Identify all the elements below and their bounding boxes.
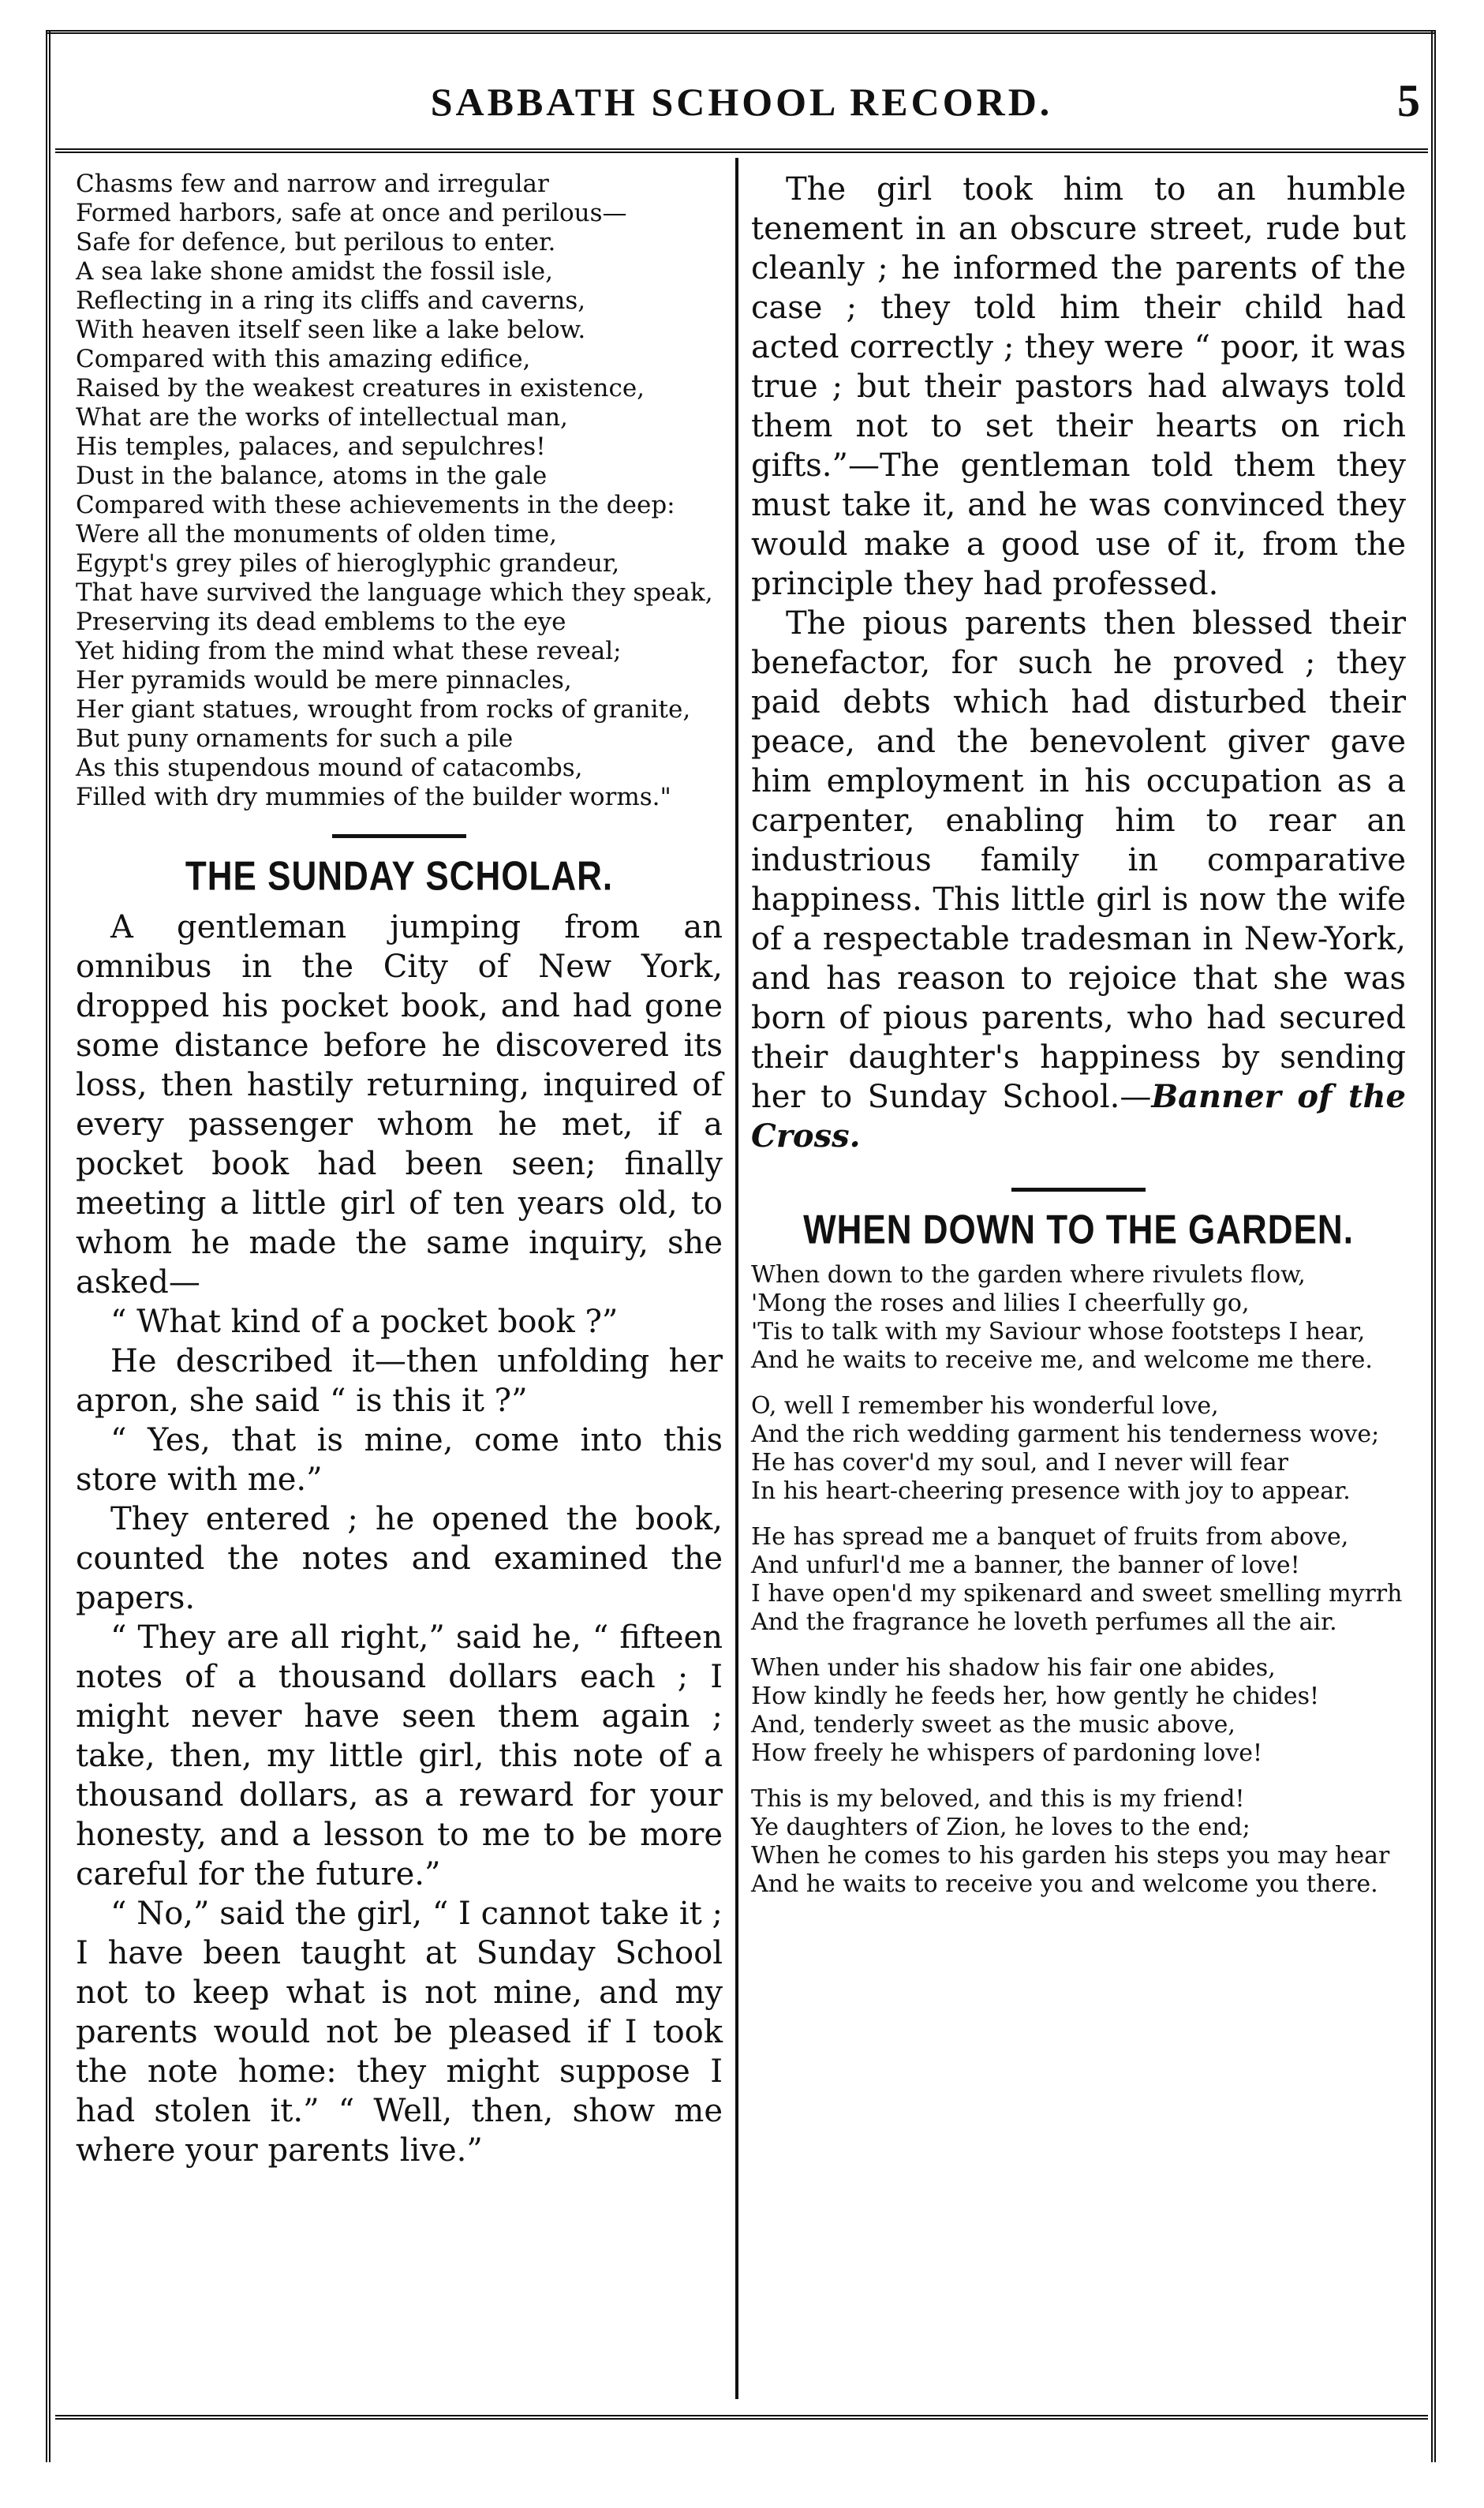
hymn-line: In his heart-cheering presence with joy to appear. bbox=[751, 1477, 1351, 1505]
poem-line: Safe for defence, but perilous to enter. bbox=[76, 228, 556, 256]
page-header bbox=[55, 46, 1428, 140]
header-rule bbox=[55, 148, 1428, 153]
poem-line: Raised by the weakest creatures in existence, bbox=[76, 374, 645, 402]
poem-line: But puny ornaments for such a pile bbox=[76, 724, 514, 753]
article-paragraph: “ What kind of a pocket book ?” bbox=[110, 1304, 619, 1340]
poem-line: Yet hiding from the mind what these reveal; bbox=[76, 637, 622, 665]
hymn-line: And he waits to receive you and welcome you there. bbox=[751, 1870, 1378, 1898]
hymn-title: WHEN DOWN TO THE GARDEN. bbox=[803, 1207, 1354, 1253]
article-title: THE SUNDAY SCHOLAR. bbox=[185, 853, 614, 900]
hymn-line: When he comes to his garden his steps you may hear bbox=[751, 1842, 1390, 1870]
hymn-line: He has spread me a banquet of fruits from above, bbox=[751, 1523, 1349, 1551]
article-paragraph-text: The pious parents then blessed their benefactor, for such he proved ; they paid debts which had disturbed their peace, and the benevolent giver gave him employment in his occupation as a carpenter, enabling him to rear an industrious family in comparative happiness. This little girl is now the wife of a respectable tradesman in New-York, and has reason to rejoice that she was born of pious parents, who had secured their daughter's happiness by sending her to Sunday School.— bbox=[751, 605, 1406, 1115]
hymn-line: And unfurl'd me a banner, the banner of love! bbox=[751, 1552, 1300, 1579]
hymn-line: Ye daughters of Zion, he loves to the end; bbox=[751, 1814, 1250, 1841]
hymn-line: How freely he whispers of pardoning love! bbox=[751, 1739, 1263, 1767]
hymn-line: And he waits to receive me, and welcome me there. bbox=[751, 1346, 1373, 1374]
hymn-line: And, tenderly sweet as the music above, bbox=[751, 1711, 1235, 1739]
running-head: SABBATH SCHOOL RECORD. bbox=[430, 80, 1053, 124]
poem-line: Formed harbors, safe at once and perilous— bbox=[76, 199, 627, 227]
article-paragraph: “ Yes, that is mine, come into this store with me.” bbox=[76, 1422, 723, 1498]
poem-line: His temples, palaces, and sepulchres! bbox=[76, 432, 546, 461]
hymn-line: 'Tis to talk with my Saviour whose footsteps I hear, bbox=[751, 1318, 1366, 1346]
source-credit: Banner of the Cross. bbox=[751, 1078, 1406, 1155]
poem-line: A sea lake shone amidst the fossil isle, bbox=[76, 257, 553, 286]
poem-line: Her pyramids would be mere pinnacles, bbox=[76, 666, 572, 694]
section-divider bbox=[332, 834, 466, 838]
hymn-line: This is my beloved, and this is my friend! bbox=[751, 1785, 1245, 1813]
article-paragraph: “ They are all right,” said he, “ fifteen notes of a thousand dollars each ; I might never have seen them again ; take, then, my little girl, this note of a thousand dollars, as a reward for your honesty, and a lesson to me to be more careful for the future.” bbox=[76, 1619, 723, 1892]
hymn-line: I have open'd my spikenard and sweet smelling myrrh bbox=[751, 1580, 1403, 1608]
hymn-line: O, well I remember his wonderful love, bbox=[751, 1392, 1219, 1420]
article-paragraph: They entered ; he opened the book, counted the notes and examined the papers. bbox=[76, 1501, 723, 1616]
hymn-line: When down to the garden where rivulets flow, bbox=[751, 1261, 1306, 1289]
right-column bbox=[751, 170, 1406, 1916]
poem-line: Were all the monuments of olden time, bbox=[76, 520, 557, 548]
article-paragraph: A gentleman jumping from an omnibus in the City of New York, dropped his pocket book, and had gone some distance before he discovered its loss, then hastily returning, inquired of every passenger whom he met, if a pocket book had been seen; finally meeting a little girl of ten years old, to whom he made the same inquiry, she asked— bbox=[76, 909, 723, 1301]
article-paragraph-final bbox=[751, 604, 1406, 1156]
hymn-stanza bbox=[751, 1654, 1406, 1768]
article-paragraph: He described it—then unfolding her apron, she said “ is this it ?” bbox=[76, 1343, 723, 1419]
poem-line: Her giant statues, wrought from rocks of granite, bbox=[76, 695, 691, 724]
poem-continued bbox=[76, 170, 723, 812]
bottom-rule bbox=[55, 2415, 1428, 2420]
poem-line: With heaven itself seen like a lake below. bbox=[76, 316, 586, 344]
poem-line: Preserving its dead emblems to the eye bbox=[76, 608, 566, 636]
poem-line: Reflecting in a ring its cliffs and caverns, bbox=[76, 286, 586, 315]
column-divider bbox=[735, 158, 738, 2399]
hymn-line: He has cover'd my soul, and I never will fear bbox=[751, 1449, 1288, 1477]
hymn-line: When under his shadow his fair one abides, bbox=[751, 1654, 1276, 1682]
poem-line: Chasms few and narrow and irregular bbox=[76, 170, 549, 198]
hymn-stanza bbox=[751, 1523, 1406, 1637]
poem-line: Compared with these achievements in the deep: bbox=[76, 491, 675, 519]
poem-line: What are the works of intellectual man, bbox=[76, 403, 568, 432]
hymn-stanza bbox=[751, 1261, 1406, 1375]
hymn-stanza bbox=[751, 1785, 1406, 1899]
hymn-line: 'Mong the roses and lilies I cheerfully go, bbox=[751, 1290, 1250, 1317]
poem-line: As this stupendous mound of catacombs, bbox=[76, 754, 583, 782]
poem-line: Dust in the balance, atoms in the gale bbox=[76, 462, 548, 490]
poem-line: Filled with dry mummies of the builder worms." bbox=[76, 783, 671, 811]
hymn-stanza bbox=[751, 1392, 1406, 1506]
hymn-line: How kindly he feeds her, how gently he chides! bbox=[751, 1683, 1320, 1710]
hymn-line: And the fragrance he loveth perfumes all the air. bbox=[751, 1608, 1337, 1636]
poem-line: Compared with this amazing edifice, bbox=[76, 345, 531, 373]
poem-line: Egypt's grey piles of hieroglyphic grandeur, bbox=[76, 549, 620, 578]
poem-line: That have survived the language which they speak, bbox=[76, 578, 713, 607]
hymn-line: And the rich wedding garment his tenderness wove; bbox=[751, 1421, 1380, 1448]
article-paragraph: “ No,” said the girl, “ I cannot take it ; I have been taught at Sunday School not to keep what is not mine, and my parents would not be pleased if I took the note home: they might suppose I had stolen it.” “ Well, then, show me where your parents live.” bbox=[76, 1896, 723, 2169]
page-number: 5 bbox=[1397, 75, 1420, 126]
section-divider bbox=[1011, 1188, 1146, 1192]
left-column bbox=[76, 170, 723, 2170]
article-paragraph: The girl took him to an humble tenement in an obscure street, rude but cleanly ; he informed the parents of the case ; they told him their child had acted correctly ; they were “ poor, it was true ; but their pastors had always told them not to set their hearts on rich gifts.”—The gentleman told them they must take it, and he was convinced they would make a good use of it, from the principle they had professed. bbox=[751, 171, 1406, 602]
